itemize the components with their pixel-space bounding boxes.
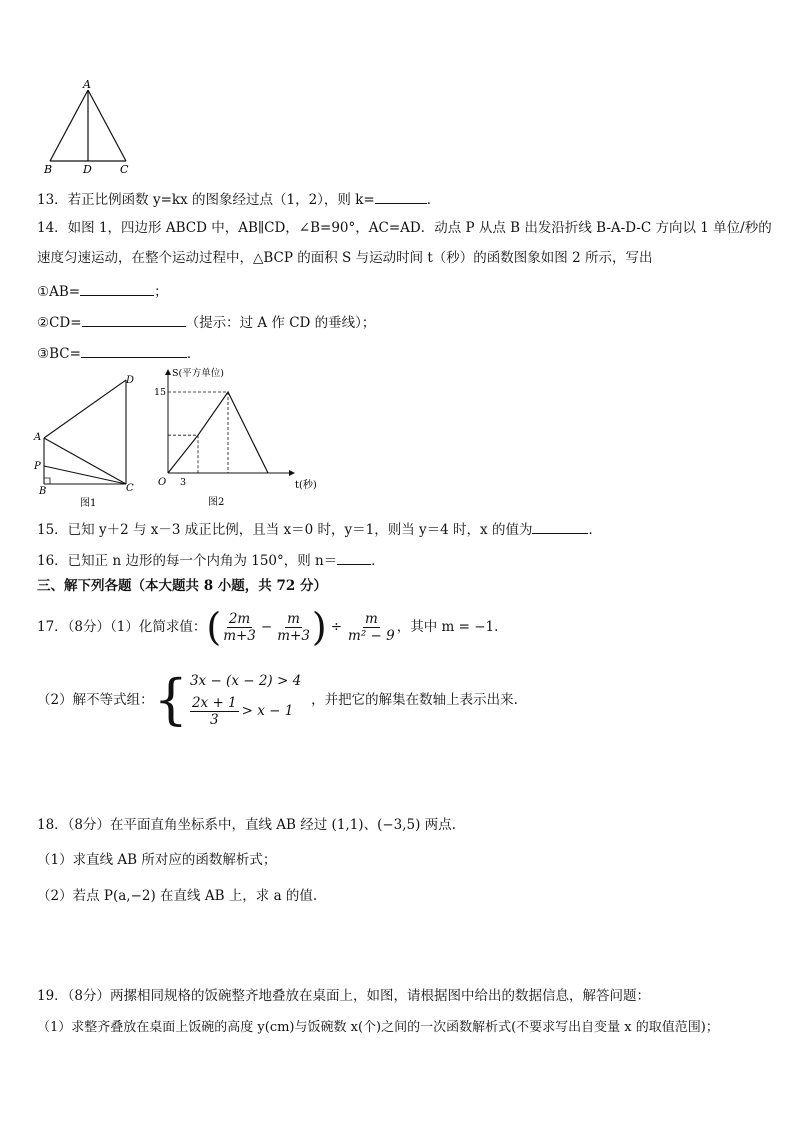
q17-inequality-1: 3x − (x − 2) > 4 xyxy=(189,672,302,689)
q14-part1 xyxy=(37,282,168,300)
question-16 xyxy=(37,551,385,569)
q14-p1-end: ； xyxy=(154,284,168,300)
q13-text: 13．若正比例函数 y=kx 的图象经过点（1，2），则 k= xyxy=(37,192,375,208)
q14-line2: 速度匀速运动，在整个运动过程中，△BCP 的面积 S 与运动时间 t（秒）的函数图象如图 2 所示，写出 xyxy=(37,250,653,266)
q17-inequality-2: $\frac{2x + 1}{3}$ > x − 1 xyxy=(191,694,294,728)
triangle-figure xyxy=(40,78,140,176)
figure-1 xyxy=(30,370,145,512)
q14-part3 xyxy=(37,344,200,362)
q14-part2 xyxy=(37,313,375,331)
q14-p1-label: ①AB= xyxy=(37,284,81,300)
fig1-label-C: C xyxy=(126,483,134,494)
label-C: C xyxy=(120,163,129,176)
q17-fraction-2: $\frac{m}{m+3}$ xyxy=(277,610,310,644)
fig2-graph-line xyxy=(168,392,268,473)
q14-line1: 14．如图 1，四边形 ABCD 中，AB∥CD，∠B=90°，AC=AD．动点 P 从点 B 出发沿折线 B-A-D-C 方向以 1 单位/秒的 xyxy=(37,220,772,236)
fig2-origin: O xyxy=(158,477,167,488)
q13-end: ． xyxy=(426,192,441,208)
q18-line2: （1）求直线 AB 所对应的函数解析式； xyxy=(37,852,277,868)
fig2-x-tick-3: 3 xyxy=(180,477,187,488)
fig2-caption: 图2 xyxy=(208,497,225,508)
q17-brace: { xyxy=(153,668,188,731)
q17-fraction-3: $\frac{m}{\text{m² − 9}}$ xyxy=(348,610,395,644)
q17-part1: 17．（8分）（1）化简求值： ( $\frac{2m}{m+3}$ − $\frac{m}{m+3}$ ) ÷ $\frac{m}{\text{m² − 9}}$ ，其中 m = −1. xyxy=(37,605,499,649)
fig1-label-A: A xyxy=(34,432,42,443)
q16-end: ． xyxy=(371,553,385,569)
label-B: B xyxy=(44,163,53,176)
q14-p2-end: （提示：过 A 作 CD 的垂线）； xyxy=(185,315,376,331)
fig1-label-D: D xyxy=(126,375,135,386)
q13-answer-blank[interactable] xyxy=(375,190,427,204)
q18-line3: （2）若点 P(a,−2) 在直线 AB 上，求 a 的值. xyxy=(37,888,318,904)
q14-p3-blank[interactable] xyxy=(81,344,187,358)
section-3-heading: 三、解下列各题（本大题共 8 小题，共 72 分） xyxy=(37,578,327,594)
q17-p1-prefix: 17．（8分）（1）化简求值： xyxy=(37,619,207,635)
q14-p3-end: ． xyxy=(186,346,201,362)
q14-p3-label: ③BC= xyxy=(37,346,81,362)
q17-p2-suffix: ，并把它的解集在数轴上表示出来. xyxy=(311,692,518,708)
q15-end: ． xyxy=(588,522,602,538)
q14-p1-blank[interactable] xyxy=(80,282,154,296)
fig1-caption: 图1 xyxy=(80,498,97,509)
q17-fraction-1: $\frac{2m}{m+3}$ xyxy=(223,610,256,644)
q19-line2: （1）求整齐叠放在桌面上饭碗的高度 y(cm)与饭碗数 x(个)之间的一次函数解析式(不要求写出自变量 x 的取值范围)； xyxy=(37,1020,719,1035)
q15-text: 15．已知 y＋2 与 x－3 成正比例，且当 x＝0 时，y＝1，则当 y＝4 时，x 的值为 xyxy=(37,522,533,538)
q17-p2-prefix: （2）解不等式组： xyxy=(37,692,154,708)
q14-p2-label: ②CD= xyxy=(37,315,82,331)
fig1-label-P: P xyxy=(34,461,41,472)
label-D: D xyxy=(83,163,92,176)
q15-answer-blank[interactable] xyxy=(532,520,588,534)
question-15 xyxy=(37,520,602,538)
label-A: A xyxy=(83,78,91,91)
fig2-y-tick-15: 15 xyxy=(154,387,167,398)
q19-line1: 19．（8分）两摞相同规格的饭碗整齐地叠放在桌面上，如图，请根据图中给出的数据信息，解答问题： xyxy=(37,988,651,1004)
figure-2 xyxy=(150,362,330,510)
fig1-label-B: B xyxy=(39,486,47,497)
q16-text: 16．已知正 n 边形的每一个内角为 150°，则 n＝ xyxy=(37,553,338,569)
q16-answer-blank[interactable] xyxy=(337,551,371,565)
q17-p1-suffix: ，其中 m = −1. xyxy=(396,619,499,635)
q17-part2 xyxy=(37,666,518,734)
q14-p2-blank[interactable] xyxy=(82,313,186,327)
question-13 xyxy=(37,190,440,208)
q18-line1: 18．（8分）在平面直角坐标系中，直线 AB 经过 (1,1)、(−3,5) 两点. xyxy=(37,817,456,833)
fig2-y-label: S(平方单位) xyxy=(172,368,224,379)
fig2-x-label: t(秒) xyxy=(295,480,317,491)
